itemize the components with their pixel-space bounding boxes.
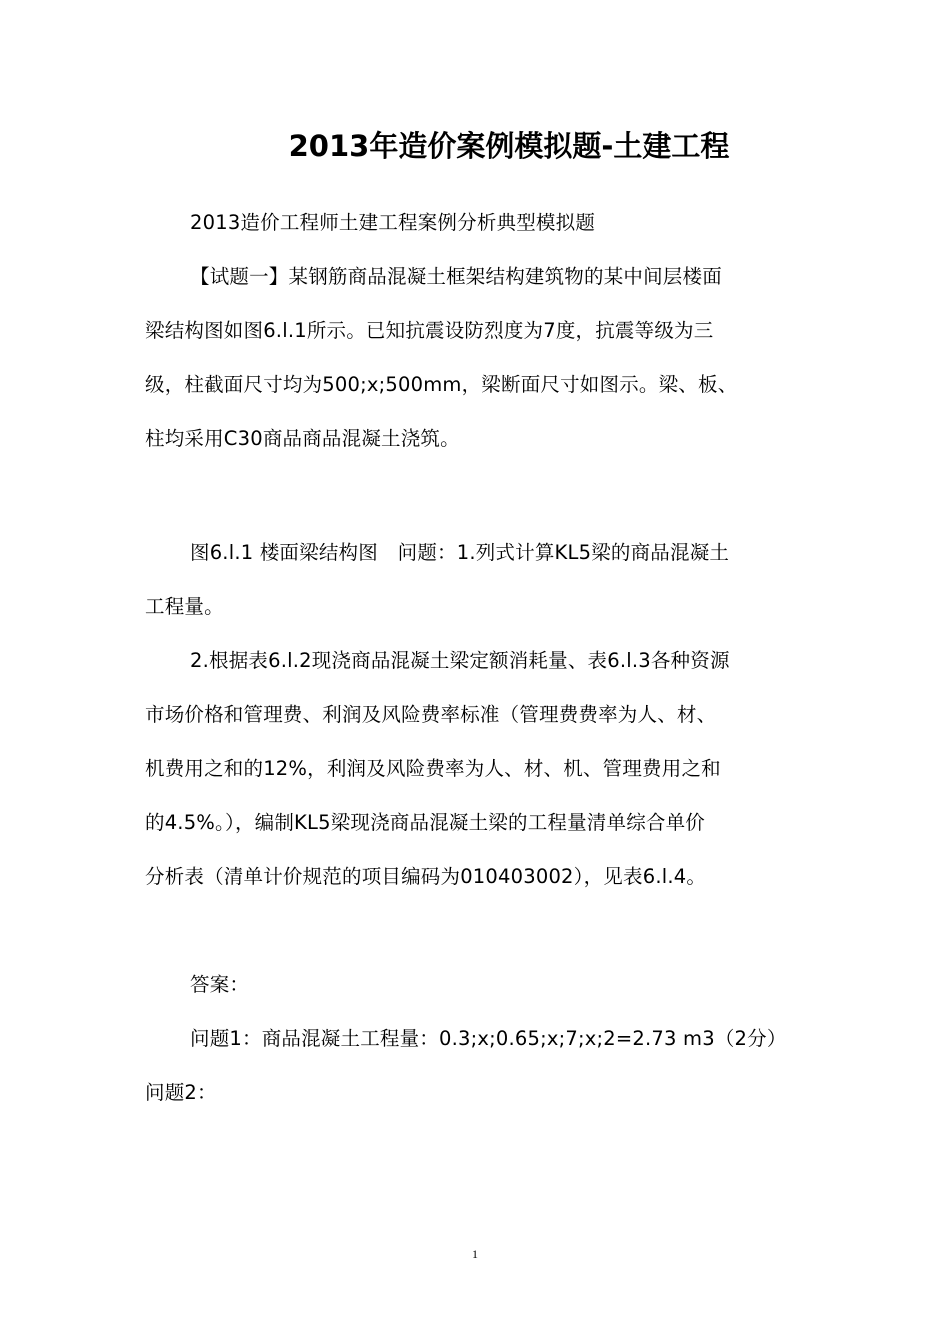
paragraph-line: 工程量。 [145, 595, 224, 618]
paragraph-line: 级，柱截面尺寸均为500;x;500mm，梁断面尺寸如图示。梁、板、 [145, 373, 738, 396]
paragraph-line: 2.根据表6.l.2现浇商品混凝土梁定额消耗量、表6.l.3各种资源 [190, 649, 730, 672]
subtitle-line: 2013造价工程师土建工程案例分析典型模拟题 [190, 211, 596, 234]
paragraph-line: 市场价格和管理费、利润及风险费率标准（管理费费率为人、材、 [145, 703, 717, 726]
page-number: 1 [472, 1247, 478, 1261]
answer-line: 问题2： [145, 1081, 217, 1104]
paragraph-line: 图6.l.1 楼面梁结构图 问题：1.列式计算KL5梁的商品混凝土 [190, 541, 730, 564]
paragraph-line: 的4.5%。），编制KL5梁现浇商品混凝土梁的工程量清单综合单价 [145, 811, 705, 834]
paragraph-line: 【试题一】某钢筋商品混凝土框架结构建筑物的某中间层楼面 [190, 265, 722, 288]
paragraph-line: 梁结构图如图6.l.1所示。已知抗震设防烈度为7度，抗震等级为三 [145, 319, 714, 342]
paragraph-line: 柱均采用C30商品商品混凝土浇筑。 [145, 427, 460, 450]
answer-line: 问题1：商品混凝土工程量：0.3;x;0.65;x;7;x;2=2.73 m3（2分） [190, 1027, 787, 1050]
answer-heading: 答案： [190, 973, 250, 996]
paragraph-line: 分析表（清单计价规范的项目编码为010403002），见表6.l.4。 [145, 865, 707, 888]
paragraph-line: 机费用之和的12%，利润及风险费率为人、材、机、管理费用之和 [145, 757, 721, 780]
document-title: 2013年造价案例模拟题-土建工程 [288, 129, 730, 163]
